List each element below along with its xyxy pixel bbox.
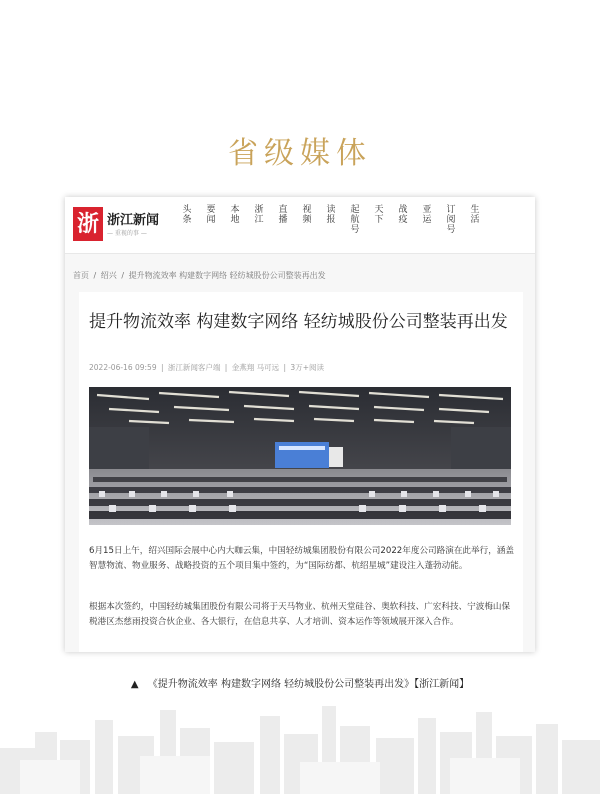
site-name[interactable]: 浙江新闻: [107, 213, 160, 228]
article-authors: 金燕翔 马可远: [231, 363, 280, 372]
nav-item[interactable]: 视 频: [302, 205, 312, 225]
nav-item[interactable]: 浙 江: [254, 205, 264, 225]
nav-item[interactable]: 头 条: [182, 205, 192, 225]
nav-item[interactable]: 要 闻: [206, 205, 216, 225]
nav-items: [175, 205, 535, 249]
nav-item[interactable]: 读 报: [326, 205, 336, 225]
page-heading: 省级媒体: [228, 136, 372, 171]
nav-item[interactable]: 亚 运: [422, 205, 432, 225]
site-tagline: — 重视的事 —: [107, 230, 147, 237]
screenshot-card: [65, 197, 535, 652]
breadcrumb: [73, 270, 328, 281]
meta-separator: |: [160, 363, 164, 372]
breadcrumb-separator: /: [121, 271, 125, 280]
triangle-marker-icon: ▲: [130, 679, 139, 690]
article: [79, 292, 523, 652]
nav-item[interactable]: 订 阅 号: [446, 205, 456, 235]
breadcrumb-separator: /: [93, 271, 97, 280]
nav-item[interactable]: 天 下: [374, 205, 384, 225]
meta-separator: |: [283, 363, 287, 372]
breadcrumb-current: 提升物流效率 构建数字网络 轻纺城股份公司整装再出发: [128, 271, 326, 280]
breadcrumb-channel[interactable]: 绍兴: [100, 271, 117, 280]
article-reads: 3万+阅读: [290, 363, 324, 372]
article-meta: [89, 362, 326, 373]
content-area: [65, 254, 535, 652]
event-photo: [89, 387, 511, 525]
article-source[interactable]: 浙江新闻客户端: [167, 363, 221, 372]
article-date: 2022-06-16 09:59: [89, 363, 157, 372]
nav-item[interactable]: 本 地: [230, 205, 240, 225]
nav-item[interactable]: 生 活: [470, 205, 480, 225]
site-logo-icon[interactable]: 浙: [73, 207, 103, 241]
city-skyline-illustration: [0, 690, 600, 794]
breadcrumb-home[interactable]: 首页: [73, 271, 89, 280]
article-title: 提升物流效率 构建数字网络 轻纺城股份公司整装再出发: [89, 312, 508, 332]
article-paragraph: 根据本次签约，中国轻纺城集团股份有限公司将于天马物业、杭州天堂硅谷、奥软科技、广宏科技、宁波梅山保税港区杰慈雨投资合伙企业、各大银行，在信息共享、人才培训、资本运作等领域展开深入合作。: [89, 602, 511, 627]
image-caption: [0, 675, 600, 690]
article-paragraph: 6月15日上午，绍兴国际会展中心内大咖云集，中国轻纺城集团股份有限公司2022年度公司路演在此举行，涵盖智慧物流、物业服务、战略投资的五个项目集中签约，为“国际纺都、杭绍星城”建设注入蓬勃动能。: [89, 546, 514, 571]
top-nav: [65, 197, 535, 254]
caption-text: 《提升物流效率 构建数字网络 轻纺城股份公司整装再出发》【浙江新闻】: [147, 679, 470, 690]
meta-separator: |: [224, 363, 228, 372]
nav-item[interactable]: 直 播: [278, 205, 288, 225]
nav-item[interactable]: 战 疫: [398, 205, 408, 225]
nav-item[interactable]: 起 航 号: [350, 205, 360, 235]
